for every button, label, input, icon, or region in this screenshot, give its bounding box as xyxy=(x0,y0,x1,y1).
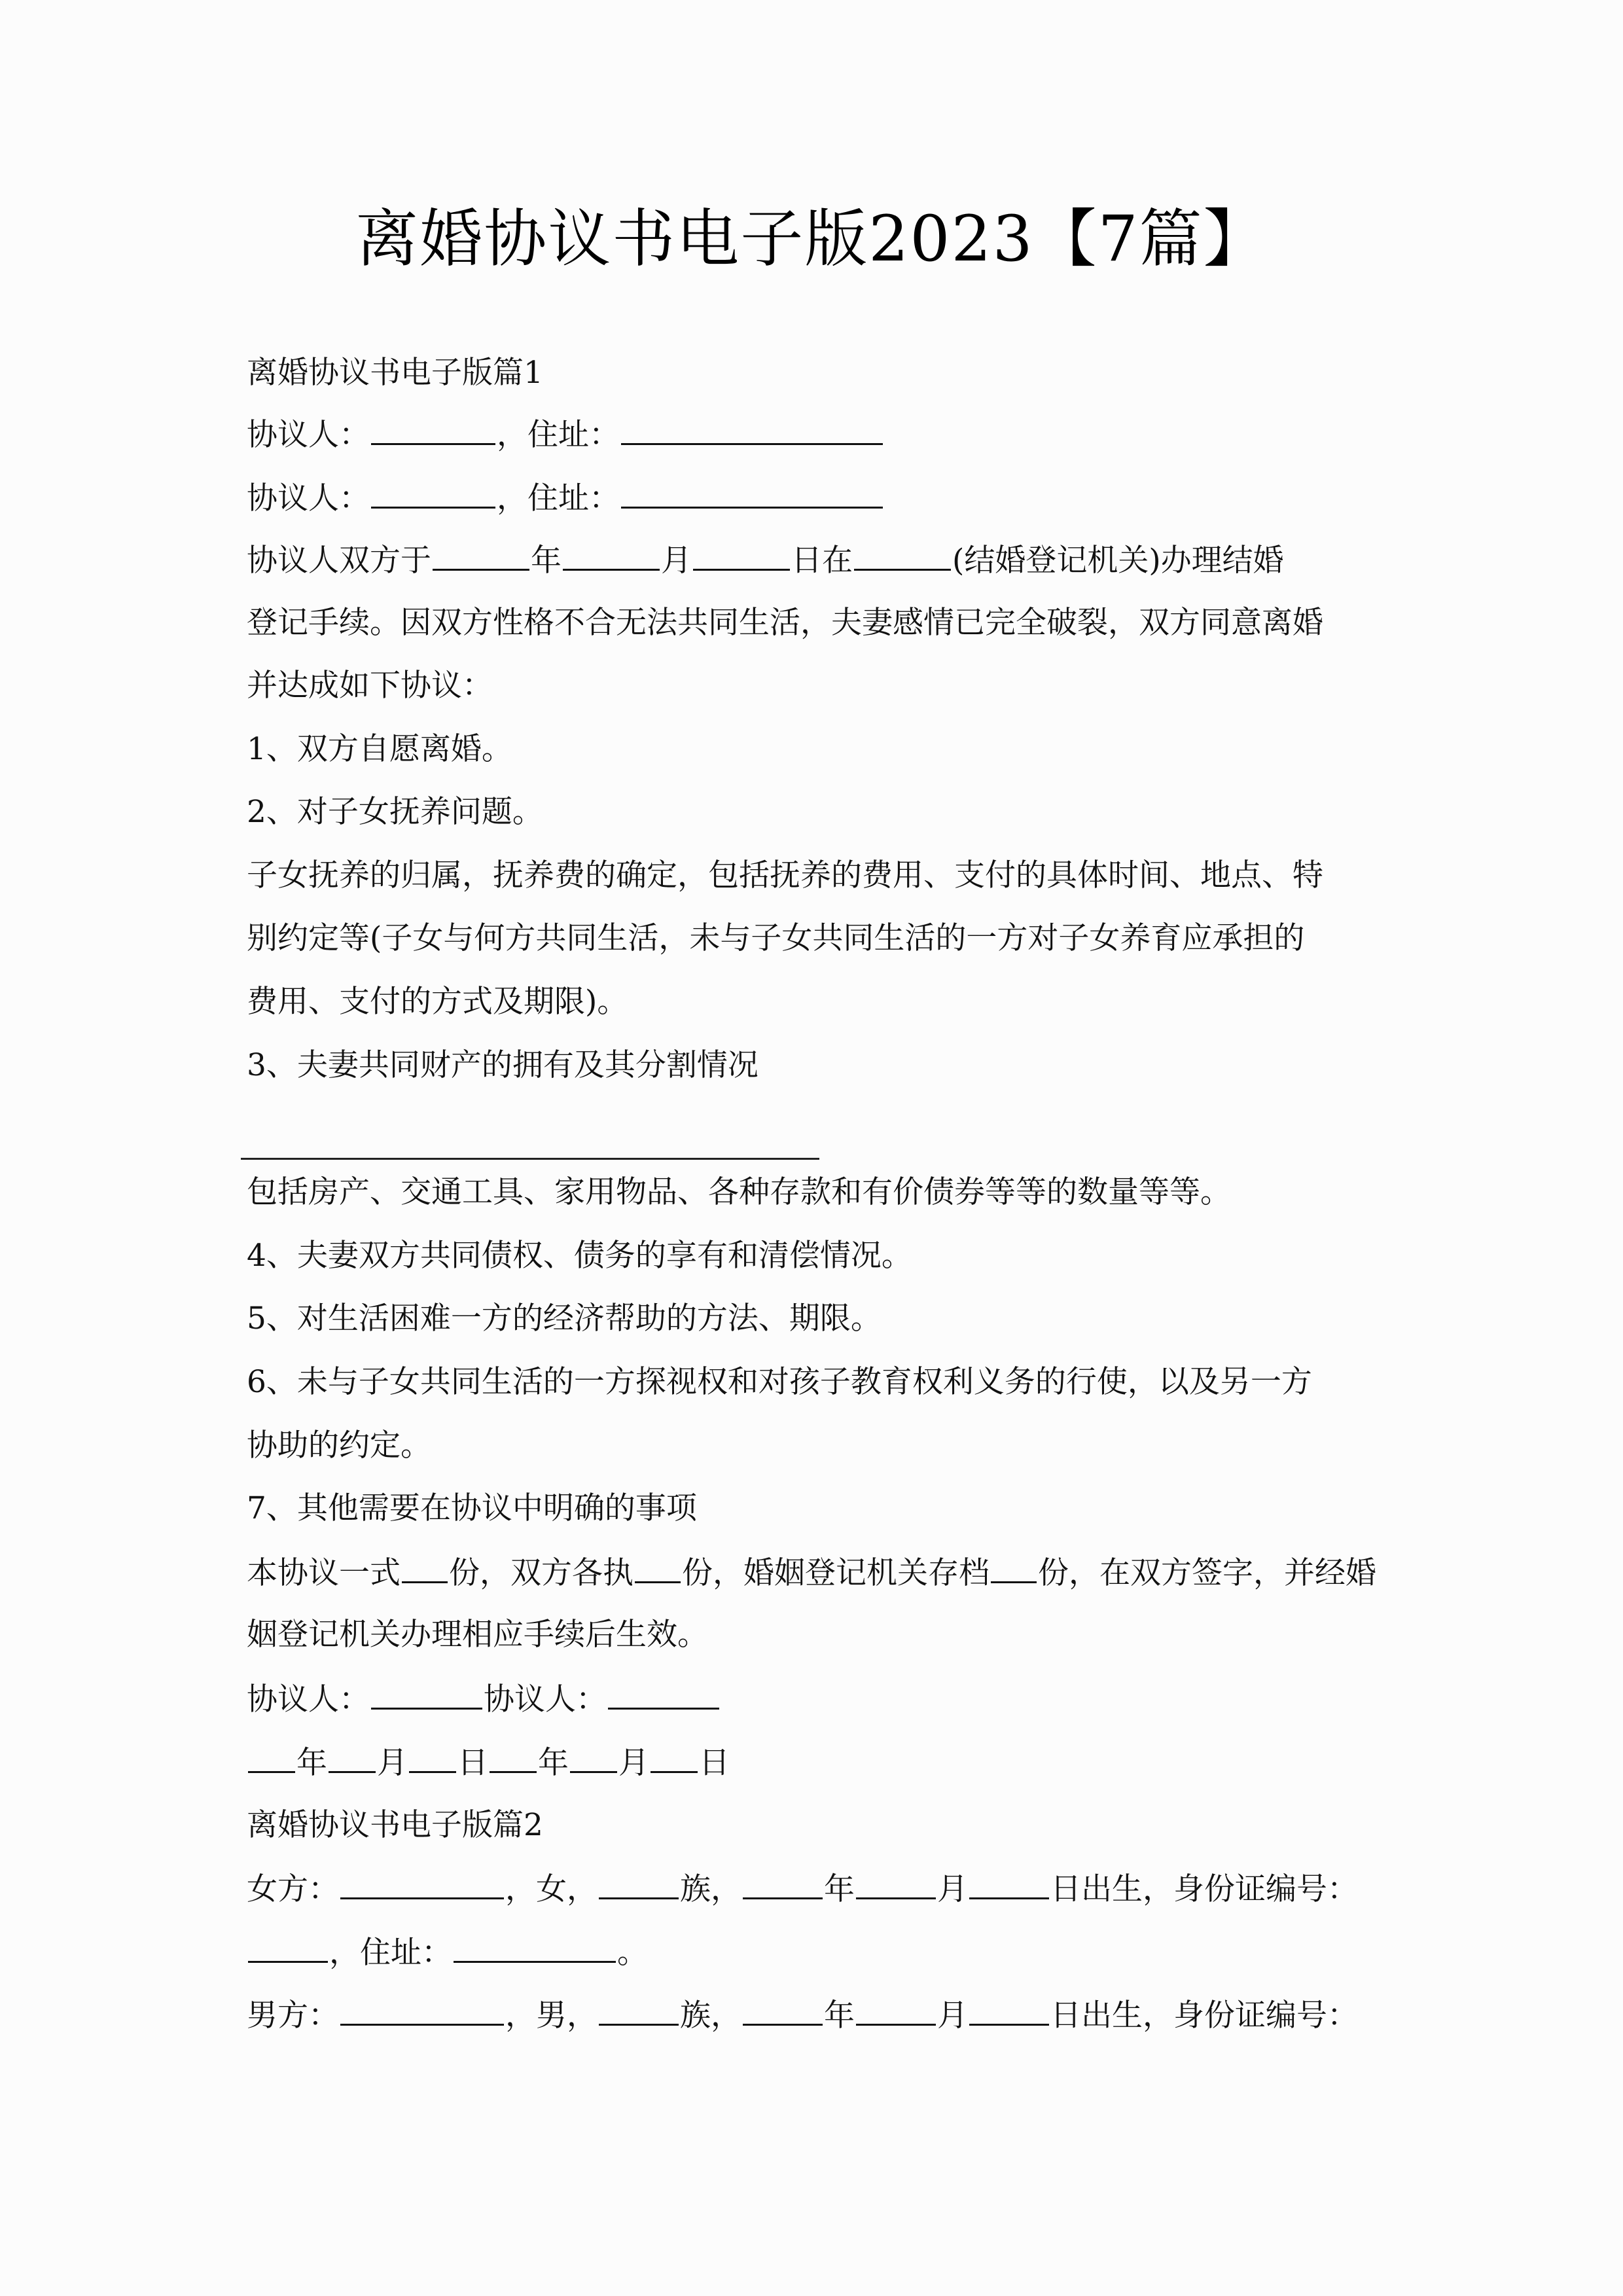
fill-in-blank[interactable] xyxy=(969,1869,1049,1899)
line-text: ，男， xyxy=(505,1998,597,2034)
document-line xyxy=(247,730,512,769)
fill-in-blank[interactable] xyxy=(371,414,495,445)
line-text: 包括房产、交通工具、家用物品、各种存款和有价债券等等的数量等等。 xyxy=(247,1174,1231,1210)
fill-in-blank[interactable] xyxy=(371,478,495,509)
fill-in-blank[interactable] xyxy=(402,1552,448,1583)
document-line xyxy=(247,1046,758,1085)
line-text: 年 xyxy=(824,1998,855,2034)
line-text: 协议人： xyxy=(247,480,370,516)
line-text: 别约定等(子女与何方共同生活，未与子女共同生活的一方对子女养育应承担的 xyxy=(247,920,1305,956)
line-text: 3、夫妻共同财产的拥有及其分割情况 xyxy=(247,1047,758,1083)
line-text: 本协议一式 xyxy=(247,1555,401,1591)
document-line xyxy=(247,1426,431,1465)
fill-in-blank[interactable] xyxy=(991,1552,1037,1583)
line-text: 日 xyxy=(457,1745,488,1781)
line-text: 年 xyxy=(824,1871,855,1907)
line-text: ，住址： xyxy=(497,417,620,453)
line-text: 月 xyxy=(661,543,692,579)
document-title: 离婚协议书电子版2023【7篇】 xyxy=(355,202,1268,276)
document-line xyxy=(247,666,493,706)
line-text: 年 xyxy=(296,1745,327,1781)
line-text: 月 xyxy=(937,1871,968,1907)
line-text: 女方： xyxy=(247,1871,339,1907)
document-line xyxy=(247,856,1323,895)
line-text: 7、其他需要在协议中明确的事项 xyxy=(247,1490,697,1526)
line-text: 费用、支付的方式及期限)。 xyxy=(247,984,628,1020)
line-text: ，住址： xyxy=(329,1935,452,1971)
document-line xyxy=(247,414,884,455)
line-text: 男方： xyxy=(247,1998,339,2034)
fill-in-blank[interactable] xyxy=(340,1995,504,2026)
line-text: 份，双方各执 xyxy=(449,1555,633,1591)
line-text: 月 xyxy=(618,1745,649,1781)
document-line xyxy=(247,1679,721,1719)
document-line xyxy=(247,478,884,518)
line-text: 。 xyxy=(617,1935,648,1971)
line-text: ，住址： xyxy=(497,480,620,516)
section-heading: 离婚协议书电子版篇2 xyxy=(247,1807,543,1843)
document-line xyxy=(247,1742,730,1783)
fill-in-blank[interactable] xyxy=(608,1679,719,1710)
line-text: 份，婚姻登记机关存档 xyxy=(682,1555,990,1591)
line-text: (结婚登记机关)办理结婚 xyxy=(952,543,1284,579)
line-text: 协议人： xyxy=(247,417,370,453)
document-line xyxy=(247,1552,1376,1593)
fill-in-blank[interactable] xyxy=(248,1742,295,1773)
fill-in-blank[interactable] xyxy=(969,1995,1049,2026)
fill-in-blank[interactable] xyxy=(635,1552,681,1583)
fill-in-blank[interactable] xyxy=(856,1995,936,2026)
fill-in-blank[interactable] xyxy=(743,1869,823,1899)
document-line xyxy=(247,1615,708,1655)
fill-in-blank[interactable] xyxy=(856,1869,936,1899)
line-text: 日 xyxy=(699,1745,730,1781)
fill-in-blank[interactable] xyxy=(490,1742,537,1773)
fill-in-blank[interactable] xyxy=(599,1869,679,1899)
line-text: ，女， xyxy=(505,1871,597,1907)
fill-in-blank[interactable] xyxy=(433,540,529,571)
line-text: 协议人双方于 xyxy=(247,543,431,579)
fill-in-blank[interactable] xyxy=(563,540,660,571)
line-text: 并达成如下协议： xyxy=(247,668,493,704)
fill-in-blank[interactable] xyxy=(248,1932,328,1963)
document-line xyxy=(247,1995,1358,2036)
fill-in-blank[interactable] xyxy=(340,1869,504,1899)
document-line xyxy=(247,1173,1231,1212)
line-text: 月 xyxy=(377,1745,408,1781)
document-line xyxy=(247,1363,1312,1402)
line-text: 协议人： xyxy=(484,1681,607,1717)
fill-in-blank[interactable] xyxy=(621,478,883,509)
document-line xyxy=(247,603,1323,643)
line-text: 子女抚养的归属，抚养费的确定，包括抚养的费用、支付的具体时间、地点、特 xyxy=(247,857,1323,893)
fill-in-blank[interactable] xyxy=(854,540,951,571)
fill-in-blank[interactable] xyxy=(570,1742,617,1773)
line-text: 日出生，身份证编号： xyxy=(1050,1871,1358,1907)
document-line xyxy=(247,1932,648,1973)
line-text: 协助的约定。 xyxy=(247,1427,431,1463)
line-text: 4、夫妻双方共同债权、债务的享有和清偿情况。 xyxy=(247,1238,912,1274)
fill-in-blank[interactable] xyxy=(409,1742,456,1773)
section-heading: 离婚协议书电子版篇1 xyxy=(247,355,543,391)
fill-in-blank[interactable] xyxy=(693,540,790,571)
fill-in-blank[interactable] xyxy=(621,414,883,445)
line-text: 2、对子女抚养问题。 xyxy=(247,794,543,830)
line-text: 登记手续。因双方性格不合无法共同生活，夫妻感情已完全破裂，双方同意离婚 xyxy=(247,605,1323,641)
line-text: 族， xyxy=(680,1998,741,2034)
line-text: 年 xyxy=(531,543,562,579)
fill-in-blank[interactable] xyxy=(329,1742,376,1773)
document-line xyxy=(247,1299,882,1338)
document-line xyxy=(247,1869,1358,1909)
fill-in-blank[interactable] xyxy=(599,1995,679,2026)
document-line xyxy=(247,1236,912,1276)
line-text: 族， xyxy=(680,1871,741,1907)
line-text: 协议人： xyxy=(247,1681,370,1717)
document-line xyxy=(247,919,1304,958)
fill-in-blank[interactable] xyxy=(743,1995,823,2026)
fill-in-blank[interactable] xyxy=(371,1679,482,1710)
document-line xyxy=(247,540,1284,581)
fill-in-blank[interactable] xyxy=(651,1742,698,1773)
fill-in-blank[interactable] xyxy=(454,1932,616,1963)
document-line xyxy=(247,982,628,1022)
document-line xyxy=(247,793,543,832)
line-text: 日在 xyxy=(791,543,853,579)
line-text: 份，在双方签字，并经婚 xyxy=(1038,1555,1376,1591)
line-text: 月 xyxy=(937,1998,968,2034)
line-text: 6、未与子女共同生活的一方探视权和对孩子教育权利义务的行使，以及另一方 xyxy=(247,1364,1312,1400)
line-text: 年 xyxy=(538,1745,569,1781)
line-text: 日出生，身份证编号： xyxy=(1050,1998,1358,2034)
document-line xyxy=(247,1489,697,1528)
blank-separator-line xyxy=(241,1158,819,1160)
line-text: 1、双方自愿离婚。 xyxy=(247,731,512,767)
line-text: 5、对生活困难一方的经济帮助的方法、期限。 xyxy=(247,1300,882,1336)
line-text: 姻登记机关办理相应手续后生效。 xyxy=(247,1617,708,1653)
